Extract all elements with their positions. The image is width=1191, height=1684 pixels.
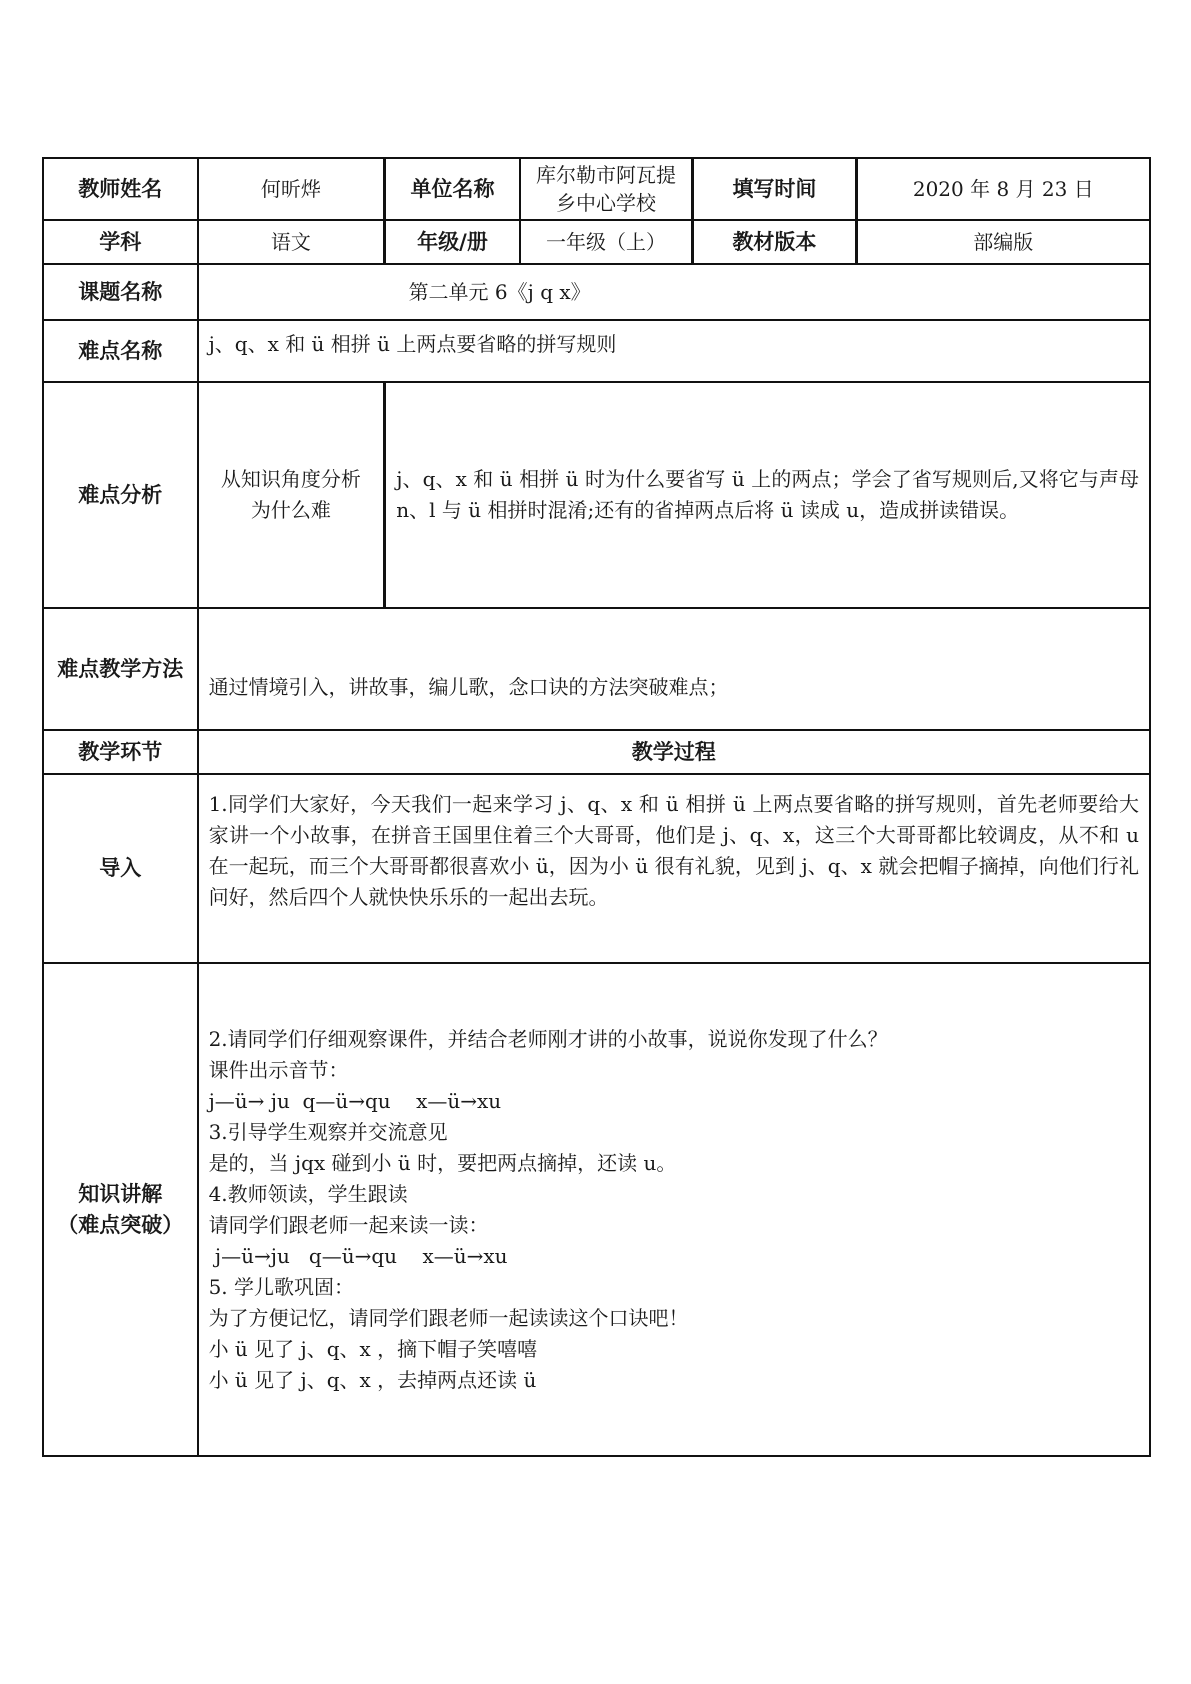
intro-label: 导入 [43,774,198,963]
intro-text: 1.同学们大家好，今天我们一起来学习 j、q、x 和 ü 相拼 ü 上两点要省略的拼写规则，首先老师要给大家讲一个小故事，在拼音王国里住着三个大哥哥，他们是 j、q、x，这三个大哥哥都比较调皮，从不和 u 在一起玩，而三个大哥哥都很喜欢小 ü，因为小 ü 很有礼貌，见到 j、q、x 就会把帽子摘掉，向他们行礼问好，然后四个人就快快乐乐的一起出去玩。 [198,774,1150,963]
analysis-sub-label-line1: 从知识角度分析 [220,467,361,491]
fill-date-label: 填写时间 [693,158,856,220]
unit-name-line2: 乡中心学校 [556,191,657,215]
knowledge-content [198,963,1150,1456]
analysis-sub-label-line2: 为什么难 [250,498,331,522]
section-header-label: 教学环节 [43,730,198,774]
topic-text: 第二单元 6《j q x》 [408,279,591,304]
analysis-row [43,382,1150,608]
knowledge-label-line2: （难点突破） [57,1212,184,1237]
knowledge-line: 课件出示音节： [208,1057,349,1082]
difficulty-label: 难点名称 [43,320,198,382]
header-row-2 [43,220,1150,264]
fill-date-value: 2020 年 8 月 23 日 [856,158,1150,220]
knowledge-label-line1: 知识讲解 [78,1181,163,1206]
knowledge-line: 小 ü 见了 j、q、x ，去掉两点还读 ü [208,1367,537,1392]
knowledge-line: 5. 学儿歌巩固： [208,1274,355,1299]
subject-value: 语文 [198,220,385,264]
method-text: 通过情境引入，讲故事，编儿歌，念口诀的方法突破难点； [208,674,729,699]
unit-name-line1: 库尔勒市阿瓦提 [536,163,677,187]
unit-name-label: 单位名称 [385,158,520,220]
header-row-1 [43,158,1150,220]
unit-name-value [520,158,693,220]
process-header-row [43,730,1150,774]
topic-value [198,264,1150,320]
difficulty-value [198,320,1150,382]
knowledge-line: 请同学们跟老师一起来读一读： [208,1212,489,1237]
knowledge-line: j—ü→ju q—ü→qu x—ü→xu [208,1243,508,1268]
knowledge-line: 为了方便记忆，请同学们跟老师一起读读这个口诀吧！ [208,1305,689,1330]
topic-label: 课题名称 [43,264,198,320]
teacher-name-value: 何昕烨 [198,158,385,220]
difficulty-text: j、q、x 和 ü 相拼 ü 上两点要省略的拼写规则 [208,332,617,356]
edition-value: 部编版 [856,220,1150,264]
subject-label: 学科 [43,220,198,264]
process-header-label: 教学过程 [198,730,1150,774]
teacher-name-label: 教师姓名 [43,158,198,220]
knowledge-line: 是的，当 jqx 碰到小 ü 时，要把两点摘掉，还读 u。 [208,1150,677,1175]
analysis-text: j、q、x 和 ü 相拼 ü 时为什么要省写 ü 上的两点；学会了省写规则后,又将它与声母 n、l 与 ü 相拼时混淆;还有的省掉两点后将 ü 读成 u，造成拼读错误。 [385,382,1150,608]
analysis-sub-label [198,382,385,608]
knowledge-line: 小 ü 见了 j、q、x ，摘下帽子笑嘻嘻 [208,1336,538,1361]
method-value [198,608,1150,730]
knowledge-label [43,963,198,1456]
method-row [43,608,1150,730]
intro-row [43,774,1150,963]
knowledge-line: 4.教师领读，学生跟读 [208,1181,408,1206]
difficulty-row [43,320,1150,382]
edition-label: 教材版本 [693,220,856,264]
lesson-plan-table [42,157,1151,1457]
topic-row [43,264,1150,320]
grade-label: 年级/册 [385,220,520,264]
grade-value: 一年级（上） [520,220,693,264]
knowledge-line: 3.引导学生观察并交流意见 [208,1119,448,1144]
analysis-label: 难点分析 [43,382,198,608]
knowledge-line: j—ü→ ju q—ü→qu x—ü→xu [208,1088,502,1113]
method-label: 难点教学方法 [43,608,198,730]
knowledge-line: 2.请同学们仔细观察课件，并结合老师刚才讲的小故事，说说你发现了什么？ [208,1026,888,1051]
knowledge-row [43,963,1150,1456]
